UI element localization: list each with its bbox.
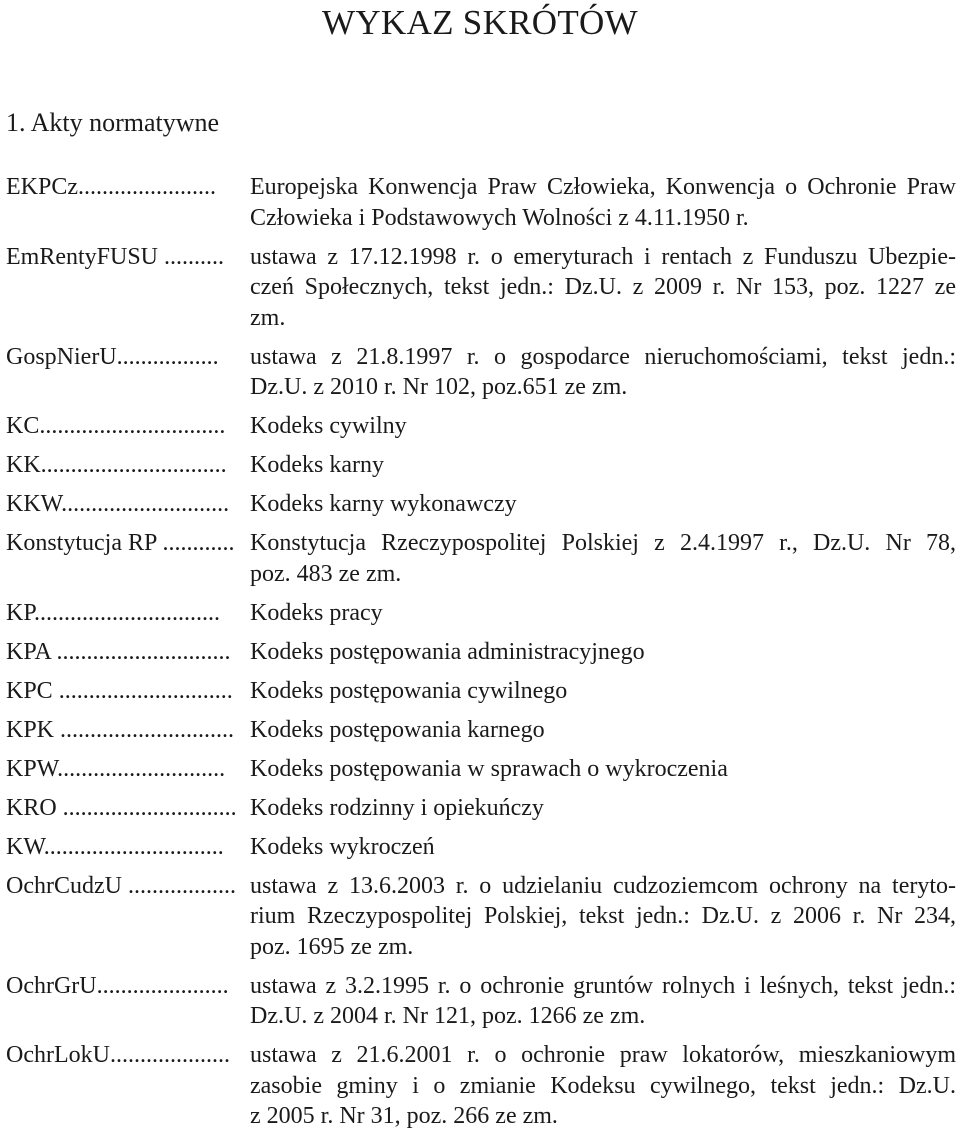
definition-line: Kodeks karny: [250, 452, 384, 478]
abbreviation-term: KPK .............................: [6, 716, 235, 743]
abbreviation-entry: [6, 676, 956, 707]
abbreviation-term: KPC .............................: [6, 677, 233, 704]
definition-line: poz. 1695 ze zm.: [250, 933, 414, 960]
abbreviation-term: KKW............................: [6, 491, 230, 517]
definition-line: zasobie gminy i o zmianie Kodeksu cywilnego, tekst jedn.: Dz.U.: [250, 1072, 956, 1099]
abbreviation-entry: [6, 971, 956, 1032]
abbreviation-definition: [250, 342, 956, 403]
definition-line: Konstytucja Rzeczypospolitej Polskiej z 2.4.1997 r., Dz.U. Nr 78,: [250, 530, 956, 556]
definition-line: Kodeks postępowania cywilnego: [250, 677, 568, 704]
abbreviation-entry: [6, 871, 956, 963]
definition-line: rium Rzeczypospolitej Polskiej, tekst jedn.: Dz.U. z 2006 r. Nr 234,: [250, 903, 956, 929]
section-heading: 1. Akty normatywne: [6, 108, 220, 137]
definition-line: Człowieka i Podstawowych Wolności z 4.11.1950 r.: [250, 204, 749, 231]
definition-line: ustawa z 21.6.2001 r. o ochronie praw lokatorów, mieszkaniowym: [250, 1042, 956, 1068]
definition-line: z 2005 r. Nr 31, poz. 266 ze zm.: [250, 1103, 558, 1129]
definition-line: poz. 483 ze zm.: [250, 560, 402, 587]
definition-line: Dz.U. z 2010 r. Nr 102, poz.651 ze zm.: [250, 374, 628, 400]
abbreviation-term: KRO .............................: [6, 794, 237, 821]
abbreviation-term: GospNierU.................: [6, 343, 219, 370]
definition-line: ustawa z 17.12.1998 r. o emeryturach i rentach z Funduszu Ubezpie-: [250, 243, 956, 270]
abbreviation-definition: [250, 832, 956, 863]
abbreviation-entry: [6, 342, 956, 403]
abbreviation-term: EKPCz.......................: [6, 174, 216, 200]
definition-line: Kodeks postępowania administracyjnego: [250, 638, 645, 665]
abbreviation-definition: [250, 528, 956, 589]
abbreviation-term: EmRentyFUSU ..........: [6, 243, 225, 270]
abbreviation-definition: [250, 1040, 956, 1132]
abbreviation-definition: [250, 676, 956, 707]
abbreviation-entry: [6, 489, 956, 520]
definition-line: Kodeks pracy: [250, 599, 383, 626]
abbreviation-entry: [6, 832, 956, 863]
definition-line: Kodeks rodzinny i opiekuńczy: [250, 794, 544, 821]
abbreviation-term: KC...............................: [6, 413, 226, 439]
definition-line: ustawa z 3.2.1995 r. o ochronie gruntów rolnych i leśnych, tekst jedn.:: [250, 972, 956, 999]
abbreviation-term: KPW............................: [6, 755, 226, 782]
abbreviation-term: KK...............................: [6, 452, 227, 478]
abbreviation-entry: [6, 528, 956, 589]
abbreviation-term: KW..............................: [6, 833, 224, 860]
abbreviation-entry: [6, 242, 956, 334]
abbreviation-definition: [250, 637, 956, 668]
abbreviation-term: OchrGrU......................: [6, 972, 229, 999]
abbreviation-definition: [250, 598, 956, 629]
definition-line: czeń Społecznych, tekst jedn.: Dz.U. z 2009 r. Nr 153, poz. 1227 ze: [250, 274, 956, 300]
abbreviation-entry: [6, 450, 956, 481]
page-title: WYKAZ SKRÓTÓW: [322, 3, 638, 42]
abbreviation-term: OchrCudzU ..................: [6, 872, 236, 899]
abbreviation-entry: [6, 598, 956, 629]
abbreviation-definition: [250, 793, 956, 824]
abbreviation-definition: [250, 871, 956, 963]
abbreviation-definition: [250, 489, 956, 520]
abbreviation-definition: [250, 754, 956, 785]
abbreviation-entry: [6, 637, 956, 668]
abbreviation-entry: [6, 411, 956, 442]
abbreviation-definition: [250, 411, 956, 442]
abbreviation-definition: [250, 971, 956, 1032]
abbreviation-entry: [6, 172, 956, 233]
abbreviation-entry: [6, 793, 956, 824]
abbreviation-term: Konstytucja RP ............: [6, 530, 235, 556]
definition-line: Europejska Konwencja Praw Człowieka, Konwencja o Ochronie Praw: [250, 174, 956, 200]
abbreviation-entry: [6, 1040, 956, 1132]
abbreviation-term: OchrLokU....................: [6, 1042, 230, 1068]
abbreviation-definition: [250, 172, 956, 233]
definition-line: Dz.U. z 2004 r. Nr 121, poz. 1266 ze zm.: [250, 1003, 646, 1029]
definition-line: Kodeks karny wykonawczy: [250, 491, 517, 517]
abbreviation-entry: [6, 715, 956, 746]
definition-line: zm.: [250, 304, 286, 331]
definition-line: Kodeks postępowania w sprawach o wykroczenia: [250, 755, 728, 782]
abbreviation-entry: [6, 754, 956, 785]
abbreviation-term: KPA .............................: [6, 638, 231, 665]
abbreviation-definition: [250, 450, 956, 481]
abbreviation-list: [6, 172, 956, 1140]
definition-line: ustawa z 21.8.1997 r. o gospodarce nieruchomościami, tekst jedn.:: [250, 343, 956, 370]
definition-line: Kodeks wykroczeń: [250, 833, 435, 860]
abbreviation-definition: [250, 715, 956, 746]
definition-line: Kodeks postępowania karnego: [250, 716, 545, 743]
definition-line: ustawa z 13.6.2003 r. o udzielaniu cudzoziemcom ochrony na teryto-: [250, 872, 956, 899]
abbreviation-definition: [250, 242, 956, 334]
definition-line: Kodeks cywilny: [250, 413, 407, 439]
abbreviation-term: KP...............................: [6, 599, 221, 626]
